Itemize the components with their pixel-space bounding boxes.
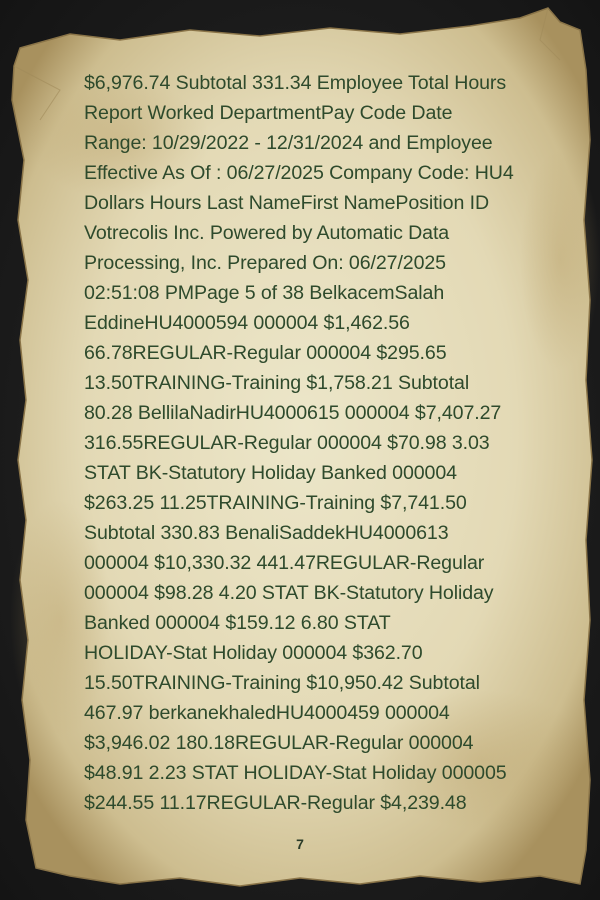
report-line: 66.78REGULAR-Regular 000004 $295.65 [84, 342, 447, 364]
report-line: 80.28 BellilaNadirHU4000615 000004 $7,407.27 [84, 402, 502, 424]
report-line: Processing, Inc. Prepared On: 06/27/2025 [84, 252, 446, 274]
report-line: $263.25 11.25TRAINING-Training $7,741.50 [84, 492, 467, 514]
report-line: Subtotal 330.83 BenaliSaddekHU4000613 [84, 522, 449, 544]
report-line: 13.50TRAINING-Training $1,758.21 Subtotal [84, 372, 470, 394]
report-line: Votrecolis Inc. Powered by Automatic Data [84, 222, 450, 244]
report-line: 15.50TRAINING-Training $10,950.42 Subtotal [84, 672, 480, 694]
report-line: 467.97 berkanekhaledHU4000459 000004 [84, 702, 450, 724]
report-line: 316.55REGULAR-Regular 000004 $70.98 3.03 [84, 432, 490, 454]
report-line: HOLIDAY-Stat Holiday 000004 $362.70 [84, 642, 423, 664]
report-line: Effective As Of : 06/27/2025 Company Code: HU4 [84, 162, 514, 184]
report-line: EddineHU4000594 000004 $1,462.56 [84, 312, 410, 334]
report-line: Banked 000004 $159.12 6.80 STAT [84, 612, 391, 634]
report-line: $48.91 2.23 STAT HOLIDAY-Stat Holiday 000005 [84, 762, 507, 784]
report-line: 000004 $10,330.32 441.47REGULAR-Regular [84, 552, 485, 574]
report-line: Range: 10/29/2022 - 12/31/2024 and Employee [84, 132, 493, 154]
report-line: 02:51:08 PMPage 5 of 38 BelkacemSalah [84, 282, 445, 304]
report-line: $3,946.02 180.18REGULAR-Regular 000004 [84, 732, 474, 754]
report-line: 000004 $98.28 4.20 STAT BK-Statutory Holiday [84, 582, 494, 604]
report-line: Report Worked DepartmentPay Code Date [84, 102, 453, 124]
report-line: $244.55 11.17REGULAR-Regular $4,239.48 [84, 792, 467, 814]
page-number: 7 [296, 836, 304, 852]
report-text [84, 68, 534, 818]
report-line: Dollars Hours Last NameFirst NamePosition ID [84, 192, 490, 214]
report-line: $6,976.74 Subtotal 331.34 Employee Total Hours [84, 72, 507, 94]
report-line: STAT BK-Statutory Holiday Banked 000004 [84, 462, 457, 484]
